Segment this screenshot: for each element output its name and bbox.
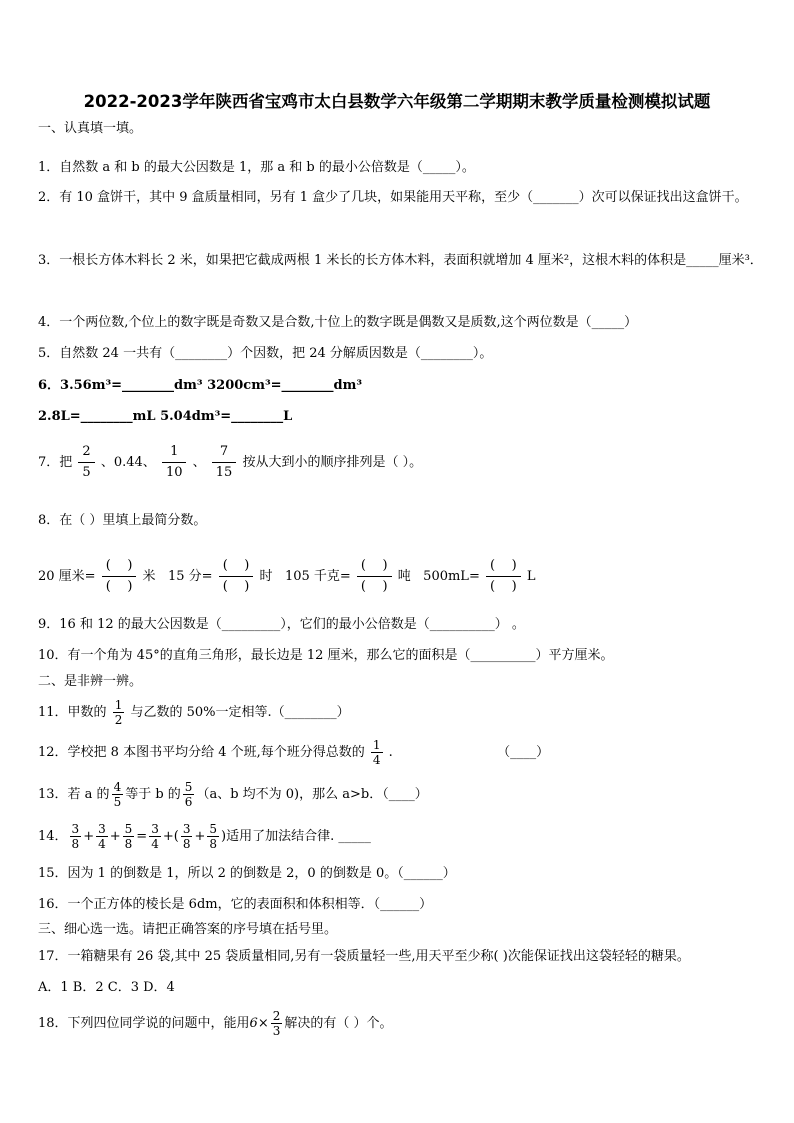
q7-prefix: 7．把	[38, 455, 73, 470]
fraction: $\frac{5}{6}$	[184, 780, 193, 809]
fraction: $\frac{7}{15}$	[212, 442, 237, 483]
q14-operator: +	[162, 829, 174, 844]
question-2: 2．有 10 盒饼干，其中 9 盒质量相同，另有 1 盒少了几块，如果能用天平称，至少（_______）次可以保证找出这盒饼干。	[38, 190, 748, 205]
question-6-line-2: 2.8L=________mL 5.04dm³=________L	[38, 409, 293, 424]
q8-text: 米	[142, 569, 156, 584]
question-10: 10．有一个角为 45°的直角三角形，最长边是 12 厘米，那么它的面积是（__________）平方厘米。	[38, 648, 614, 663]
question-3: 3．一根长方体木料长 2 米，如果把它截成两根 1 米长的长方体木料，表面积就增加 4 厘米²，这根木料的体积是_____厘米³．	[38, 253, 763, 268]
fraction: $\frac{3}{4}$	[98, 822, 106, 851]
q7-text: 按从大到小的顺序排列是（ ）。	[242, 455, 423, 470]
question-15: 15．因为 1 的倒数是 1，所以 2 的倒数是 2，0 的倒数是 0。（______）	[38, 866, 456, 881]
fraction: $\frac{1}{2}$	[114, 698, 123, 727]
q11-text: 与乙数的 50%一定相等.（________）	[130, 705, 350, 720]
question-18	[38, 1004, 764, 1044]
q14-operator: =	[136, 829, 148, 844]
question-17: 17．一箱糖果有 26 袋,其中 25 袋质量相同,另有一袋质量轻一些,用天平至少称( )次能保证找出这袋轻轻的糖果。	[38, 949, 690, 964]
question-7	[38, 442, 764, 483]
q8-text: 20 厘米=	[38, 569, 96, 584]
q8-text: L	[526, 569, 536, 584]
fraction: $\frac{2}{3}$	[272, 1009, 281, 1038]
q8-text: 500mL=	[423, 569, 480, 584]
section-heading-2: 二、是非辨一辨。	[38, 674, 143, 689]
q12-answer-blank: （____）	[497, 745, 550, 760]
question-8: 8．在（ ）里填上最简分数。	[38, 513, 207, 528]
q13-text: 13．若 a 的	[38, 787, 110, 802]
q13-text: （a、b 均不为 0)，那么 a>b．（____）	[196, 787, 428, 802]
q14-operator: +	[109, 829, 121, 844]
question-1: 1．自然数 a 和 b 的最大公因数是 1，那 a 和 b 的最小公倍数是（_____）。	[38, 160, 475, 175]
fraction: $\frac{1}{10}$	[162, 442, 187, 483]
q18-expression: 6×	[249, 1016, 269, 1031]
fraction-blank: $\frac{( )}{( )}$	[219, 556, 254, 597]
q8-text: 15 分=	[167, 569, 213, 584]
question-5: 5．自然数 24 一共有（________）个因数，把 24 分解质因数是（________）。	[38, 346, 493, 361]
q8-text: 时	[259, 569, 273, 584]
fraction-blank: $\frac{( )}{( )}$	[486, 556, 521, 597]
fraction-blank: $\frac{( )}{( )}$	[102, 556, 137, 597]
q11-text: 11．甲数的	[38, 705, 107, 720]
q13-text: 等于 b 的	[125, 787, 181, 802]
fraction: $\frac{1}{4}$	[372, 738, 381, 767]
section-heading-1: 一、认真填一填。	[38, 121, 143, 136]
q14-text: 14．	[38, 829, 68, 844]
q14-operator: (	[173, 829, 179, 844]
fraction: $\frac{3}{8}$	[71, 822, 80, 851]
q14-operator: +	[83, 829, 95, 844]
q12-text: 12．学校把 8 本图书平均分给 4 个班,每个班分得总数的	[38, 745, 365, 760]
q18-text: 解决的有（ ）个。	[284, 1016, 393, 1031]
section-heading-3: 三、细心选一选。请把正确答案的序号填在括号里。	[38, 922, 338, 937]
question-8-items	[38, 556, 764, 598]
q14-text: 适用了加法结合律. _____	[226, 829, 371, 844]
q14-operator: )	[221, 829, 227, 844]
fraction: $\frac{3}{4}$	[151, 822, 159, 851]
fraction: $\frac{3}{8}$	[182, 822, 191, 851]
question-9: 9．16 和 12 的最大公因数是（_________），它们的最小公倍数是（__________） 。	[38, 617, 525, 632]
fraction-blank: $\frac{( )}{( )}$	[357, 556, 392, 597]
q7-text: 、0.44、	[100, 455, 156, 470]
question-12	[38, 734, 764, 772]
question-11	[38, 694, 764, 732]
fraction: $\frac{5}{8}$	[124, 822, 133, 851]
q8-text: 105 千克=	[284, 569, 351, 584]
q14-operator: +	[194, 829, 206, 844]
question-4: 4．一个两位数,个位上的数字既是奇数又是合数,十位上的数字既是偶数又是质数,这个两位数是（_____）	[38, 315, 638, 330]
question-16: 16．一个正方体的棱长是 6dm，它的表面积和体积相等．（______）	[38, 897, 433, 912]
fraction: $\frac{5}{8}$	[209, 822, 217, 851]
q8-text: 吨	[397, 569, 411, 584]
question-14	[38, 818, 764, 856]
page-title: 2022-2023学年陕西省宝鸡市太白县数学六年级第二学期期末教学质量检测模拟试题	[83, 92, 711, 111]
question-6-line-1: 6．3.56m³=________dm³ 3200cm³=________dm³	[38, 378, 363, 393]
q18-text: 18．下列四位同学说的问题中，能用	[38, 1016, 250, 1031]
q7-text: 、	[192, 455, 206, 470]
q12-text: .	[388, 745, 393, 760]
fraction: $\frac{4}{5}$	[113, 780, 122, 809]
fraction: $\frac{2}{5}$	[78, 442, 94, 483]
question-17-options: A．1 B．2 C．3 D．4	[38, 980, 175, 995]
question-13	[38, 776, 764, 814]
